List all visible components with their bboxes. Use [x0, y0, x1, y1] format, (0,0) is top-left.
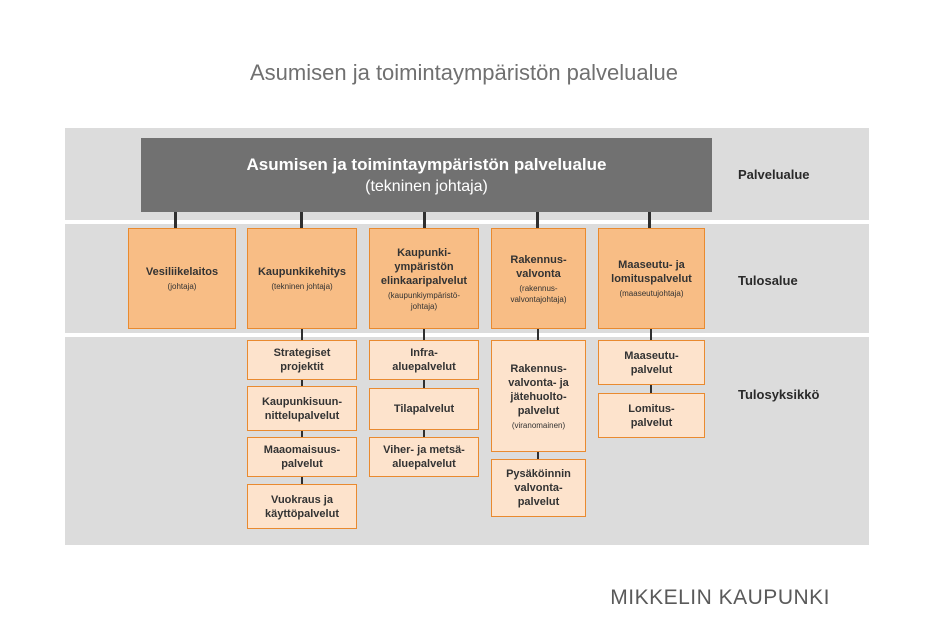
- unit-name: Pysäköinnin valvonta- palvelut: [506, 468, 571, 508]
- unit-name: Viher- ja metsä- aluepalvelut: [383, 444, 465, 470]
- connector-line: [300, 212, 303, 228]
- unit-sub: (viranomainen): [511, 420, 566, 430]
- unit-name: Kaupunkisuun- nittelupalvelut: [261, 395, 343, 422]
- unit-box-tilapalvelut: [369, 388, 479, 430]
- page-title: Asumisen ja toimintaympäristön palvelualue: [250, 60, 678, 85]
- unit-name: Vuokraus ja käyttöpalvelut: [265, 493, 339, 520]
- area-name: Vesiliikelaitos: [145, 266, 219, 278]
- unit-name: Maaseutu- palvelut: [624, 349, 679, 376]
- unit-name: Strategiset projektit: [273, 347, 331, 373]
- connector-line: [536, 212, 539, 228]
- area-box-kaupunkikehitys: [247, 228, 357, 329]
- unit-name: Maaomaisuus- palvelut: [263, 444, 341, 470]
- area-box-vesiliikelaitos: [128, 228, 236, 329]
- level-label-tulosyksikko: Tulosyksikkö: [738, 387, 820, 402]
- level-label-tulosalue: Tulosalue: [738, 273, 798, 288]
- area-name: Kaupunki- ympäristön elinkaaripalvelut: [380, 246, 468, 287]
- area-sub: (maaseutujohtaja): [619, 289, 684, 298]
- unit-box-maaseutupalvelut: [598, 340, 705, 385]
- unit-box-vuokraus: [247, 484, 357, 529]
- level-label-palvelualue: Palvelualue: [738, 167, 810, 182]
- unit-name: Rakennus- valvonta- ja jätehuolto- palvelut: [508, 362, 569, 417]
- unit-box-infra-aluepalvelut: [369, 340, 479, 380]
- unit-name: Infra- aluepalvelut: [392, 347, 456, 373]
- unit-name: Tilapalvelut: [393, 403, 455, 415]
- area-name: Maaseutu- ja lomituspalvelut: [611, 259, 692, 285]
- root-sub: (tekninen johtaja): [365, 177, 488, 195]
- connector-line: [648, 212, 651, 228]
- mikkeli-logo: MIKKELIN KAUPUNKI: [610, 586, 830, 609]
- area-name: Rakennus- valvonta: [510, 253, 567, 280]
- area-box-maaseutu: [598, 228, 705, 329]
- unit-box-kaupunkisuunnittelupalvelut: [247, 386, 357, 431]
- unit-box-pysakoinninvalvonta: [491, 459, 586, 517]
- unit-box-strategiset-projektit: [247, 340, 357, 380]
- area-name: Kaupunkikehitys: [257, 266, 347, 278]
- unit-box-lomituspalvelut: [598, 393, 705, 438]
- connector-line: [174, 212, 177, 228]
- area-box-elinkaaripalvelut: [369, 228, 479, 329]
- area-sub: (kaupunkiympäristö- johtaja): [387, 290, 461, 311]
- unit-name: Lomitus- palvelut: [628, 402, 675, 429]
- connector-line: [423, 212, 426, 228]
- unit-box-rakennusvalvonta-jatehuolto: [491, 340, 586, 452]
- unit-box-maaomaisuuspalvelut: [247, 437, 357, 477]
- area-box-rakennusvalvonta: [491, 228, 586, 329]
- unit-box-viher-ja-metsaaluepalvelut: [369, 437, 479, 477]
- area-sub: (rakennus- valvontajohtaja): [510, 283, 567, 304]
- root-name: Asumisen ja toimintaympäristön palvelualue: [246, 154, 607, 174]
- area-sub: (johtaja): [167, 282, 197, 291]
- area-sub: (tekninen johtaja): [271, 282, 333, 291]
- root-box: [141, 138, 712, 212]
